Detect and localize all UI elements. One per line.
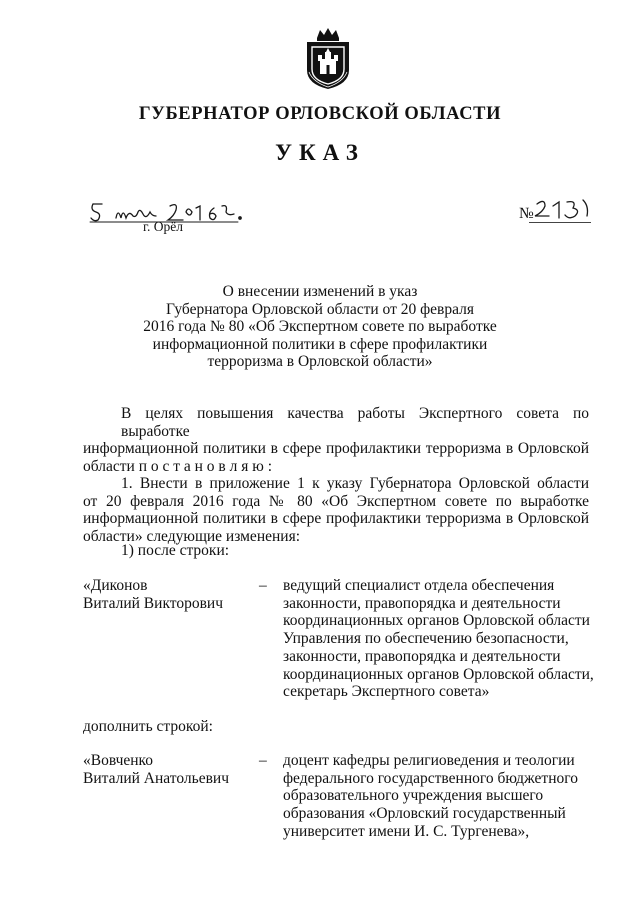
desc-line: федерального государственного бюджетного xyxy=(283,769,578,787)
paragraph-line: от 20 февраля 2016 года № 80 «Об Экспертном совете по выработке xyxy=(83,492,589,510)
coat-of-arms-icon xyxy=(303,26,353,90)
city-label: г. Орёл xyxy=(143,219,183,234)
subitem-1: 1) после строки: xyxy=(121,542,230,559)
title-line: Губернатора Орловской области от 20 февраля xyxy=(166,300,474,318)
number-label: № xyxy=(519,205,534,222)
document-type-heading: УКАЗ xyxy=(275,140,365,165)
member-1-dash: – xyxy=(259,577,267,594)
desc-line: координационных органов Орловской области, xyxy=(283,665,594,683)
paragraph-line: информационной политики в сфере профилактики терроризма в Орловской xyxy=(83,440,589,458)
add-row-label: дополнить строкой: xyxy=(83,718,213,735)
member-1-description xyxy=(283,577,603,701)
number-underline xyxy=(529,222,591,223)
desc-line: секретарь Экспертного совета» xyxy=(283,683,490,701)
member-2-description xyxy=(283,752,603,841)
title-line: терроризма в Орловской области» xyxy=(207,353,433,371)
clause-1-paragraph xyxy=(83,475,589,546)
authority-heading: ГУБЕРНАТОР ОРЛОВСКОЙ ОБЛАСТИ xyxy=(138,104,502,124)
desc-line: Управления по обеспечению безопасности, xyxy=(283,630,569,648)
paragraph-line: 1. Внести в приложение 1 к указу Губернатора Орловской области xyxy=(121,475,589,492)
member-2-dash: – xyxy=(259,752,267,769)
handwritten-number xyxy=(531,196,595,222)
desc-line: доцент кафедры религиоведения и теологии xyxy=(283,752,575,769)
paragraph-line: информационной политики в сфере профилактики терроризма в Орловской xyxy=(83,510,589,528)
desc-line: ведущий специалист отдела обеспечения xyxy=(283,577,555,594)
paragraph-line: области» следующие изменения: xyxy=(83,528,301,546)
desc-line: образовательного учреждения высшего xyxy=(283,787,544,805)
desc-line: образования «Орловский государственный xyxy=(283,805,566,823)
title-line: 2016 года № 80 «Об Экспертном совете по выработке xyxy=(143,318,497,336)
desc-line: координационных органов Орловской области xyxy=(283,612,590,630)
paragraph-line: области п о с т а н о в л я ю : xyxy=(83,458,273,476)
desc-line: законности, правопорядка и деятельности xyxy=(283,594,561,612)
name-line: Виталий Анатольевич xyxy=(83,769,229,787)
desc-line: университет имени И. С. Тургенева», xyxy=(283,822,530,840)
member-1-name xyxy=(83,577,223,612)
name-line: «Диконов xyxy=(83,577,148,594)
title-line: О внесении изменений в указ xyxy=(222,283,418,300)
desc-line: законности, правопорядка и деятельности xyxy=(283,647,561,665)
paragraph-line: В целях повышения качества работы Экспертного совета по выработке xyxy=(121,405,589,440)
document-title xyxy=(120,283,520,371)
name-line: «Вовченко xyxy=(83,752,154,769)
member-2-name xyxy=(83,752,229,787)
name-line: Виталий Викторович xyxy=(83,594,223,612)
preamble-paragraph xyxy=(83,405,589,476)
title-line: информационной политики в сфере профилактики xyxy=(152,335,488,353)
